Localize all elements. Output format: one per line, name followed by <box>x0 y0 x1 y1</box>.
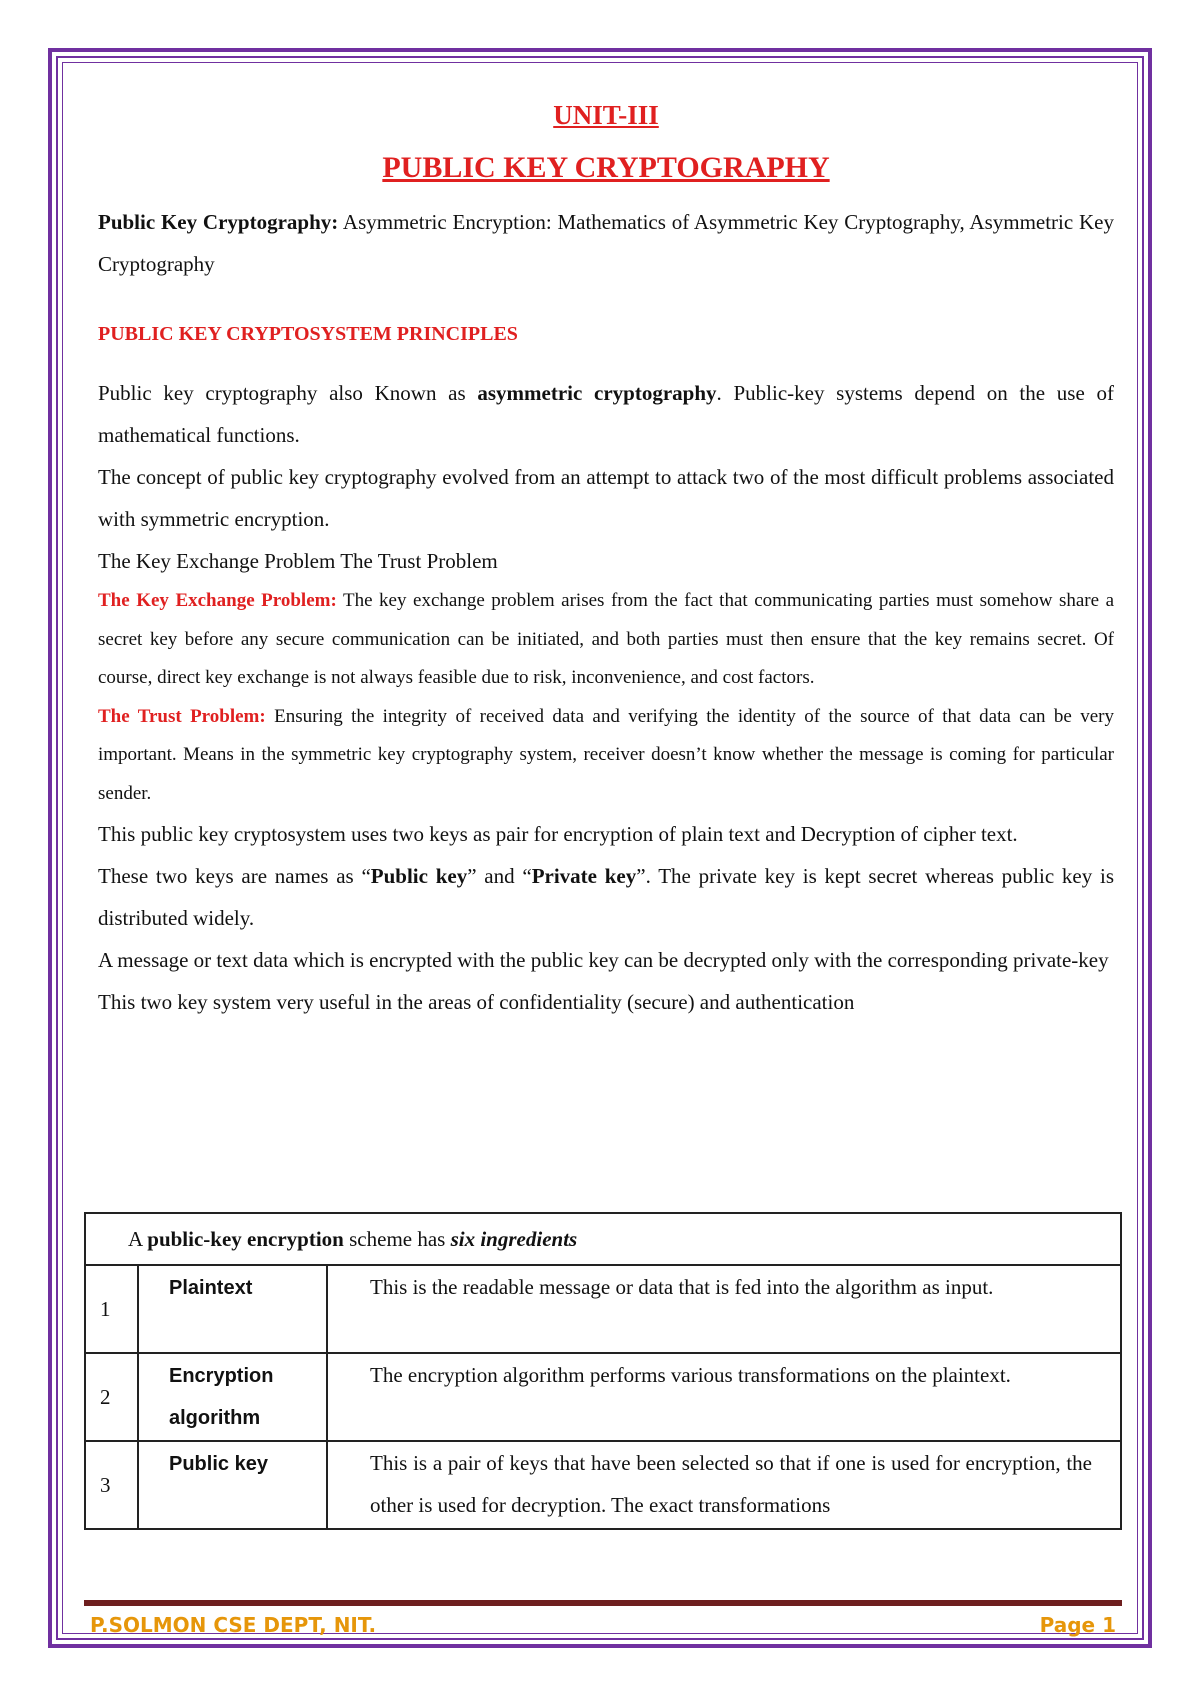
p7-text-c: ” and “ <box>467 864 532 888</box>
paragraph-concept: The concept of public key cryptography evolved from an attempt to attack two of the most difficult problems associated with symmetric encryption. <box>98 465 1114 531</box>
public-key-bold: Public key <box>370 864 468 888</box>
header-italic: six ingredients <box>450 1227 578 1251</box>
paragraph-key-exchange <box>98 582 1114 698</box>
page-content <box>98 88 1114 1023</box>
footer-divider <box>84 1600 1122 1606</box>
page-title: PUBLIC KEY CRYPTOGRAPHY <box>382 151 830 184</box>
ingredients-table <box>84 1212 1122 1530</box>
header-text-a: A <box>128 1227 148 1251</box>
table-row <box>85 1441 1121 1529</box>
table-header-row <box>85 1213 1121 1265</box>
p1-bold: asymmetric cryptography <box>477 381 717 405</box>
header-text-c: scheme has <box>343 1227 451 1251</box>
row-number: 2 <box>85 1353 138 1441</box>
table-row <box>85 1353 1121 1441</box>
table-row <box>85 1265 1121 1353</box>
row-name: Plaintext <box>138 1265 327 1353</box>
header-bold: public-key encryption <box>147 1227 344 1251</box>
section-heading: PUBLIC KEY CRYPTOSYSTEM PRINCIPLES <box>98 323 518 345</box>
table-header-cell <box>85 1213 1121 1265</box>
row-number: 1 <box>85 1265 138 1353</box>
paragraph-asymmetric <box>98 372 1114 456</box>
p1-text-b: . Public-key systems depend on the use of mathematical functions. <box>98 381 1114 447</box>
row-description: The encryption algorithm performs various transformations on the plaintext. <box>327 1353 1121 1441</box>
footer-author: P.SOLMON CSE DEPT, NIT. <box>90 1613 377 1637</box>
p7-text-e: ”. The private key is kept secret whereas public key is distributed widely. <box>98 864 1115 930</box>
row-number: 3 <box>85 1441 138 1529</box>
p7-text-a: These two keys are names as “ <box>98 864 371 888</box>
row-name: Public key <box>138 1441 327 1529</box>
intro-text: Asymmetric Encryption: Mathematics of Asymmetric Key Cryptography, Asymmetric Key Cryptography <box>98 210 1114 276</box>
p1-text-a: Public key cryptography also Known as <box>98 381 478 405</box>
paragraph-key-names <box>98 855 1114 939</box>
key-exchange-label: The Key Exchange Problem: <box>98 590 337 611</box>
paragraph-useful: This two key system very useful in the areas of confidentiality (secure) and authentication <box>98 990 855 1014</box>
paragraph-two-keys: This public key cryptosystem uses two keys as pair for encryption of plain text and Decryption of cipher text. <box>98 822 1018 846</box>
row-description: This is the readable message or data that is fed into the algorithm as input. <box>327 1265 1121 1353</box>
paragraph-decrypt: A message or text data which is encrypted with the public key can be decrypted only with the corresponding private-key <box>98 948 1109 972</box>
key-exchange-text: The key exchange problem arises from the fact that communicating parties must somehow share a secret key before any secure communication can be initiated, and both parties must then ensure that the key remains secret. Of course, direct key exchange is not always feasible due to risk, inconvenience, and cost factors. <box>98 590 1115 688</box>
trust-label: The Trust Problem: <box>98 705 266 727</box>
paragraph-trust <box>98 698 1114 814</box>
intro-label: Public Key Cryptography: <box>98 210 339 234</box>
page-number: Page 1 <box>1039 1613 1116 1637</box>
row-description: This is a pair of keys that have been selected so that if one is used for encryption, the other is used for decryption. The exact transformations <box>327 1441 1121 1529</box>
intro-paragraph <box>98 201 1114 285</box>
trust-text: Ensuring the integrity of received data and verifying the identity of the source of that data can be very important. Means in the symmetric key cryptography system, receiver doesn’t know whether the message is coming for particular sender. <box>98 705 1114 804</box>
row-name: Encryption algorithm <box>138 1353 327 1441</box>
unit-heading: UNIT-III <box>553 100 659 130</box>
paragraph-problems: The Key Exchange Problem The Trust Problem <box>98 549 498 573</box>
private-key-bold: Private key <box>531 864 637 888</box>
